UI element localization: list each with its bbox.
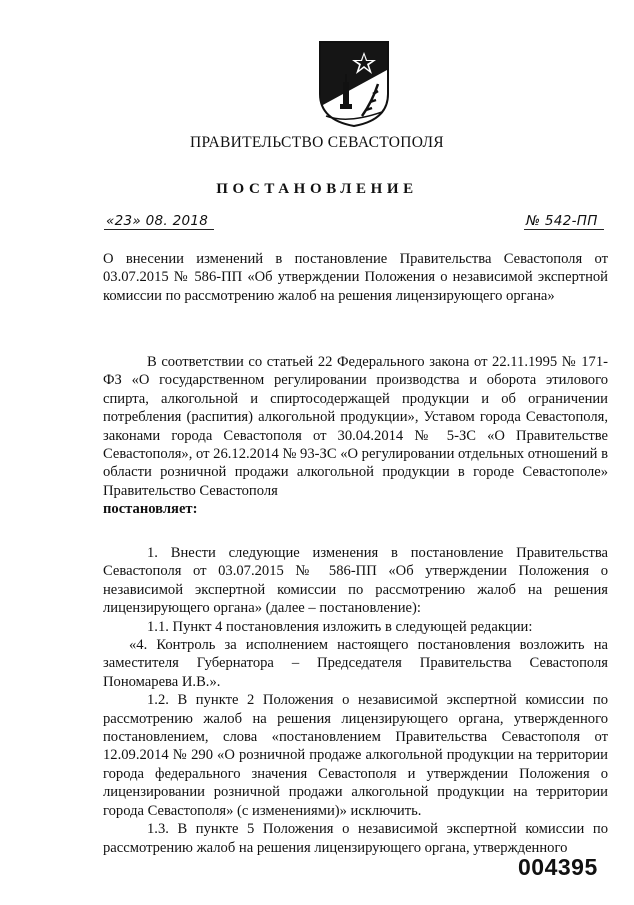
clause-1-2: 1.2. В пункте 2 Положения о независимой экспертной комиссии по рассмотрению жалоб на решения лицензирующего органа, утвержденного постановлением, слова «постановлением Правительства Севастополя от 12.09.2014 № 290 «О розничной продаже алкогольной продукции на территории города федерального значения Севастополя и утверждении Положения о лицензировании розничной продажи алкогольной продукции на территории города Севастополя» (с изменениями)» исключить. [103, 692, 608, 819]
preamble [103, 353, 608, 519]
preamble-paragraph [103, 353, 608, 519]
document-number-value: № 542-ПП [524, 213, 604, 230]
document-subject: О внесении изменений в постановление Правительства Севастополя от 03.07.2015 № 586-ПП «Об утверждении Положения о независимой экспертной комиссии по рассмотрению жалоб на решения лицензирующего органа» [103, 251, 608, 304]
document-date-value: «23» 08. 2018 [104, 213, 214, 230]
document-number [524, 213, 604, 229]
coat-of-arms-emblem [318, 40, 390, 128]
clause-1-3: 1.3. В пункте 5 Положения о независимой экспертной комиссии по рассмотрению жалоб на решения лицензирующего органа, утвержденного [103, 821, 608, 856]
form-serial-number: 004395 [518, 854, 598, 880]
clause-1-1: 1.1. Пункт 4 постановления изложить в следующей редакции: [147, 618, 533, 635]
decision-word: постановляет: [103, 501, 198, 518]
document-date [104, 213, 214, 229]
organization-name: ПРАВИТЕЛЬСТВО СЕВАСТОПОЛЯ [190, 134, 444, 151]
document-body [103, 544, 608, 857]
document-type-title: ПОСТАНОВЛЕНИЕ [216, 181, 418, 197]
clause-1: 1. Внести следующие изменения в постановление Правительства Севастополя от 03.07.2015 № 586-ПП «Об утверждении Положения о независимой экспертной комиссии по рассмотрению жалоб на решения лицензирующего органа» (далее – постановление): [103, 545, 608, 617]
preamble-text: В соответствии со статьей 22 Федерального закона от 22.11.1995 № 171-ФЗ «О государственном регулировании производства и оборота этилового спирта, алкогольной и спиртосодержащей продукции и об ограничении потребления (распития) алкогольной продукции», Уставом города Севастополя, законами города Севастополя от 30.04.2014 № 5-ЗС «О Правительстве Севастополя», от 26.12.2014 № 93-ЗС «О регулировании отдельных отношений в области розничной продажи алкогольной продукции в городе Севастополе» Правительство Севастополя [103, 354, 609, 499]
clause-1-1-quote: «4. Контроль за исполнением настоящего постановления возложить на заместителя Губернатора – Председателя Правительства Севастополя Пономарева И.В.». [103, 637, 608, 690]
